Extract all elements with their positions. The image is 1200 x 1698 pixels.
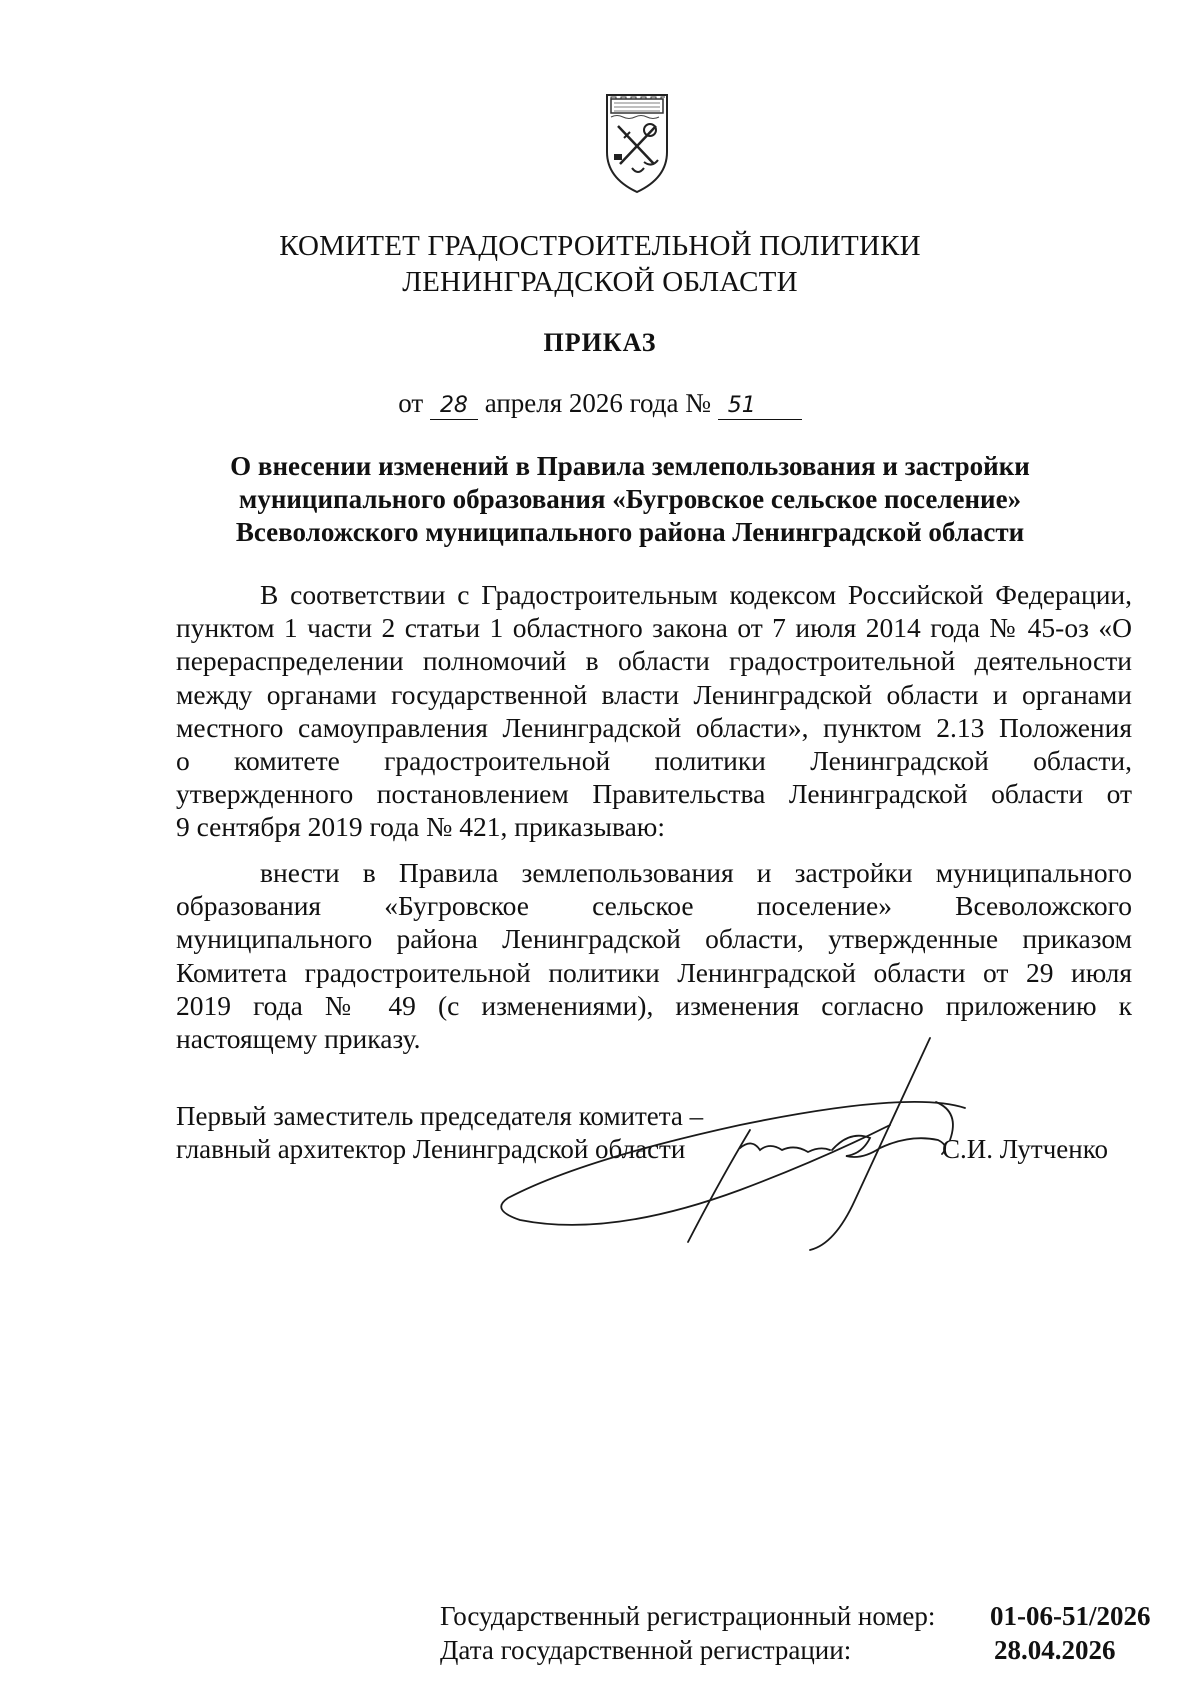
body-line: о комитете градостроительной политики Ленинградской области,: [176, 744, 1132, 776]
order-subject: [180, 450, 1080, 549]
body-paragraph-2: [176, 856, 1132, 1055]
body-line: перераспределении полномочий в области градостроительной деятельности: [176, 645, 1132, 677]
signatory-title-line1: Первый заместитель председателя комитета –: [176, 1101, 704, 1131]
body-line: В соответствии с Градостроительным кодексом Российской Федерации,: [260, 579, 1132, 610]
registration-number-value: 01-06-51/2026: [990, 1601, 1151, 1631]
body-line: настоящему приказу.: [176, 1022, 421, 1054]
order-date-prefix: от: [398, 388, 424, 418]
registration-number-label: Государственный регистрационный номер:: [440, 1601, 936, 1631]
body-line: между органами государственной власти Ленинградской области и органами: [176, 678, 1132, 710]
signatory-name: С.И. Лутченко: [942, 1134, 1108, 1164]
body-line: 2019 года № 49 (с изменениями), изменения согласно приложению к: [176, 989, 1132, 1021]
body-line: пунктом 1 части 2 статьи 1 областного закона от 7 июля 2014 года № 45-оз «О: [176, 612, 1132, 644]
signatory-title-line2: главный архитектор Ленинградской области: [176, 1134, 686, 1164]
body-line: Комитета градостроительной политики Ленинградской области от 29 июля: [176, 956, 1132, 988]
order-month-year: апреля 2026 года №: [484, 388, 711, 418]
subject-line: муниципального образования «Бугровское сельское поселение»: [238, 484, 1022, 514]
subject-line: Всеволожского муниципального района Ленинградской области: [235, 517, 1025, 547]
body-line: муниципального района Ленинградской области, утвержденные приказом: [176, 923, 1132, 955]
body-line: внести в Правила землепользования и застройки муниципального: [260, 857, 1132, 888]
subject-line: О внесении изменений в Правила землепользования и застройки: [230, 451, 1030, 481]
order-day-handwritten: 28: [430, 393, 478, 420]
committee-name-line2: ЛЕНИНГРАДСКОЙ ОБЛАСТИ: [402, 266, 798, 298]
registration-date-label: Дата государственной регистрации:: [440, 1635, 852, 1665]
body-line: местного самоуправления Ленинградской области», пунктом 2.13 Положения: [176, 711, 1132, 743]
coat-of-arms-icon: [604, 92, 670, 196]
body-line: утвержденного постановлением Правительства Ленинградской области от: [176, 778, 1132, 810]
body-line: 9 сентября 2019 года № 421, приказываю:: [176, 811, 665, 843]
registration-date-value: 28.04.2026: [994, 1635, 1116, 1665]
committee-name-line1: КОМИТЕТ ГРАДОСТРОИТЕЛЬНОЙ ПОЛИТИКИ: [279, 230, 921, 262]
document-type-title: ПРИКАЗ: [543, 328, 657, 357]
handwritten-signature-icon: [490, 1030, 1010, 1270]
body-line: образования «Бугровское сельское поселение» Всеволожского: [176, 890, 1132, 922]
body-paragraph-1: [176, 578, 1132, 844]
order-date-line: [0, 388, 1200, 420]
order-number-handwritten: 51: [718, 393, 802, 420]
